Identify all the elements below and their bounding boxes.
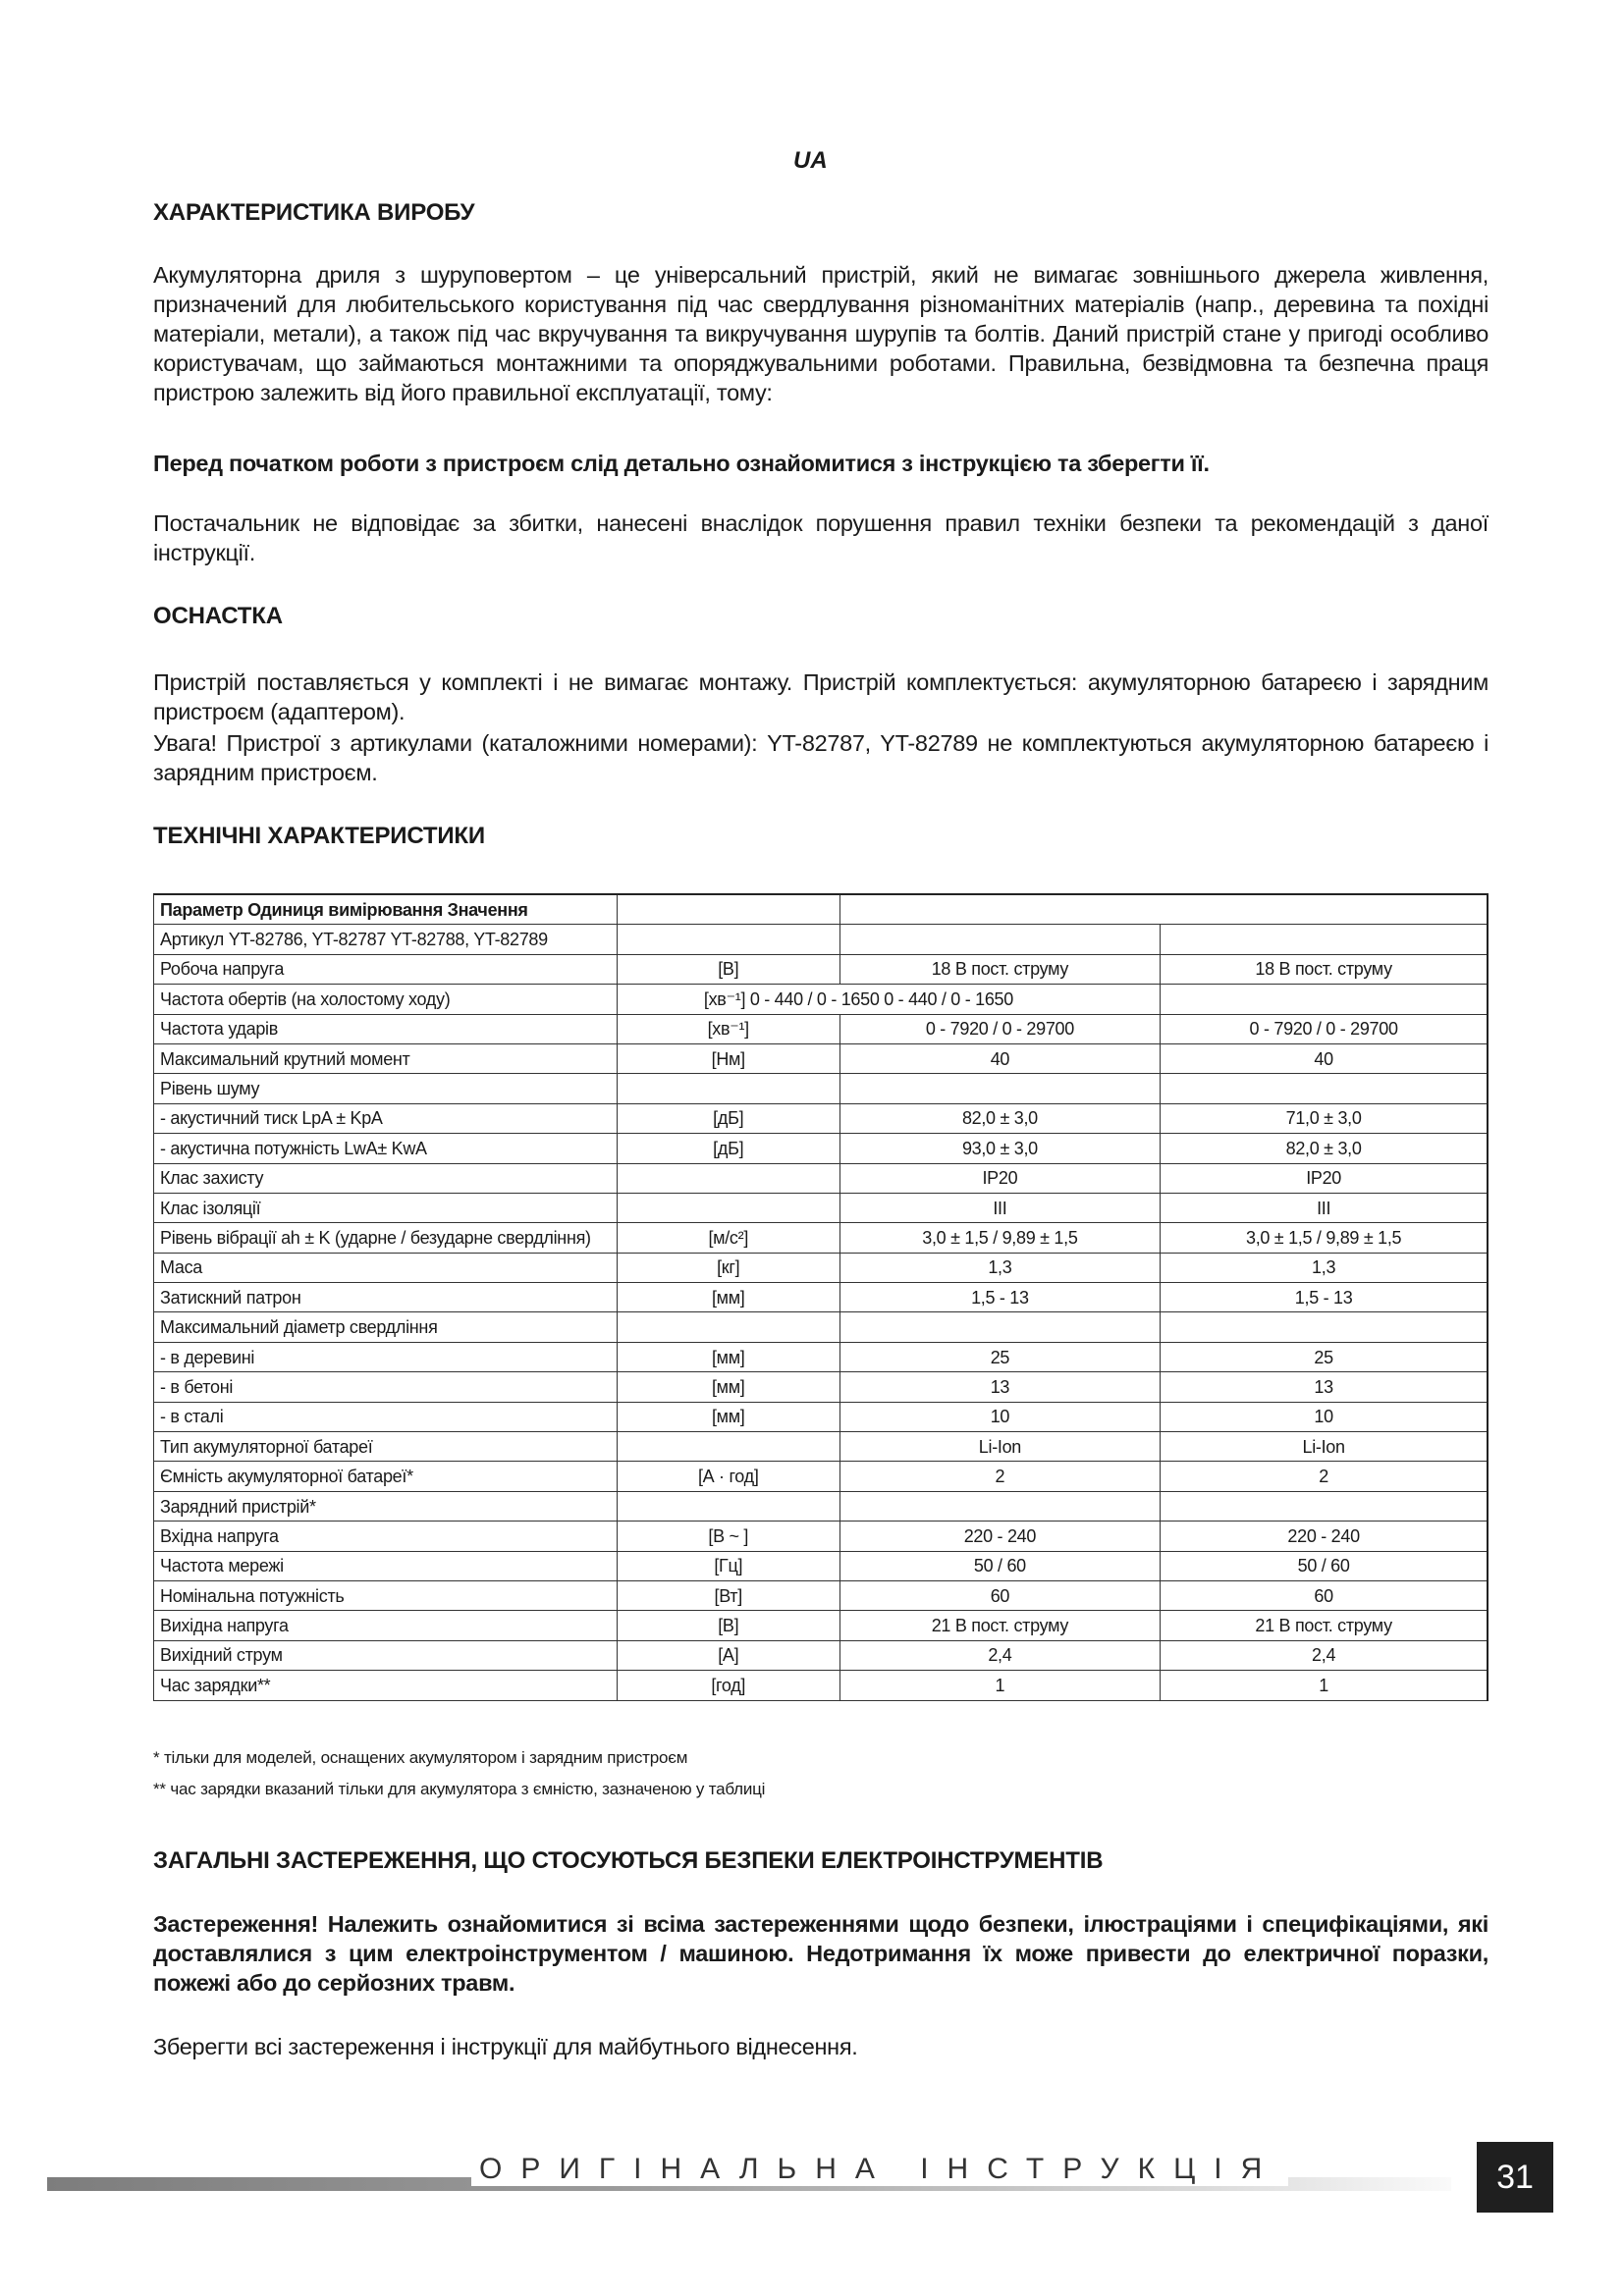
spec-row bbox=[154, 1014, 1489, 1043]
paragraph-read-manual: Перед початком роботи з пристроєм слід детально ознайомитися з інструкцією та зберегти її. bbox=[153, 451, 1210, 476]
spec-article-cell: Артикул YT-82786, YT-82787 YT-82788, YT-82789 bbox=[154, 925, 618, 954]
spec-value-1: 1,3 bbox=[839, 1253, 1161, 1282]
spec-label: Затискний патрон bbox=[154, 1283, 618, 1312]
spec-value-1 bbox=[839, 1491, 1161, 1521]
spec-row-speed bbox=[154, 985, 1489, 1014]
spec-unit bbox=[617, 1312, 839, 1342]
spec-label: Максимальний крутний момент bbox=[154, 1043, 618, 1073]
spec-label: Тип акумуляторної батареї bbox=[154, 1432, 618, 1462]
spec-label: Номінальна потужність bbox=[154, 1580, 618, 1610]
paragraph-warning: Застереження! Належить ознайомитися зі всіма застереженнями щодо безпеки, ілюстраціями і специфікаціями, які доставлялися з цим електроінструментом / машиною. Недотримання їх може привести до електричної поразки, пожежі або до серйозних травм. bbox=[153, 1911, 1489, 1996]
spec-table bbox=[153, 893, 1489, 1701]
spec-label: Час зарядки** bbox=[154, 1671, 618, 1700]
spec-row bbox=[154, 1134, 1489, 1163]
spec-row bbox=[154, 1043, 1489, 1073]
spec-value-1: 60 bbox=[839, 1580, 1161, 1610]
heading-product-characteristics: ХАРАКТЕРИСТИКА ВИРОБУ bbox=[153, 199, 475, 226]
heading-technical-specs: ТЕХНІЧНІ ХАРАКТЕРИСТИКИ bbox=[153, 823, 485, 849]
spec-row bbox=[154, 1342, 1489, 1371]
spec-unit bbox=[617, 1432, 839, 1462]
spec-unit: [мм] bbox=[617, 1402, 839, 1431]
spec-header-row bbox=[154, 894, 1489, 925]
footer-label: ОРИГІНАЛЬНА ІНСТРУКЦІЯ bbox=[471, 2153, 1288, 2186]
language-tag: UA bbox=[793, 147, 828, 174]
spec-value-2: 0 - 7920 / 0 - 29700 bbox=[1161, 1014, 1488, 1043]
spec-value-1: 0 - 7920 / 0 - 29700 bbox=[839, 1014, 1161, 1043]
footnote-1: * тільки для моделей, оснащених акумулятором і зарядним пристроєм bbox=[153, 1748, 688, 1767]
spec-value-2: 71,0 ± 3,0 bbox=[1161, 1103, 1488, 1133]
spec-row bbox=[154, 1103, 1489, 1133]
paragraph-equipment-note: Увага! Пристрої з артикулами (каталожними номерами): YT-82787, YT-82789 не комплектуються акумуляторною батареєю і зарядним пристроєм. bbox=[153, 730, 1489, 785]
spec-value-2 bbox=[1161, 1312, 1488, 1342]
spec-label: - акустичний тиск LpA ± KpA bbox=[154, 1103, 618, 1133]
spec-unit: [Гц] bbox=[617, 1551, 839, 1580]
spec-label: - в бетоні bbox=[154, 1372, 618, 1402]
spec-value-1: 18 В пост. струму bbox=[839, 954, 1161, 984]
spec-label: - акустична потужність LwA± KwA bbox=[154, 1134, 618, 1163]
spec-unit: [Нм] bbox=[617, 1043, 839, 1073]
spec-unit bbox=[617, 1163, 839, 1193]
heading-equipment: ОСНАСТКА bbox=[153, 603, 283, 629]
spec-row bbox=[154, 1283, 1489, 1312]
spec-value-2: 1,3 bbox=[1161, 1253, 1488, 1282]
paragraph-equipment: Пристрій поставляється у комплекті і не вимагає монтажу. Пристрій комплектується: акумуляторною батареєю і зарядним пристроєм (адаптером). bbox=[153, 669, 1489, 724]
paragraph-keep-instructions: Зберегти всі застереження і інструкції для майбутнього віднесення. bbox=[153, 2034, 858, 2059]
spec-label: Рівень вібрації ah ± K (ударне / безударне свердління) bbox=[154, 1223, 618, 1253]
spec-unit bbox=[617, 1193, 839, 1222]
spec-value-2: 21 В пост. струму bbox=[1161, 1611, 1488, 1640]
spec-row bbox=[154, 1432, 1489, 1462]
spec-row bbox=[154, 1522, 1489, 1551]
spec-label: Клас захисту bbox=[154, 1163, 618, 1193]
spec-unit bbox=[617, 1074, 839, 1103]
spec-value-2: 1 bbox=[1161, 1671, 1488, 1700]
spec-value-1: 40 bbox=[839, 1043, 1161, 1073]
spec-label: Рівень шуму bbox=[154, 1074, 618, 1103]
spec-label: Робоча напруга bbox=[154, 954, 618, 984]
heading-general-warnings: ЗАГАЛЬНІ ЗАСТЕРЕЖЕННЯ, ЩО СТОСУЮТЬСЯ БЕЗПЕКИ ЕЛЕКТРОІНСТРУМЕНТІВ bbox=[153, 1847, 1104, 1874]
spec-row bbox=[154, 1580, 1489, 1610]
spec-value-2: 3,0 ± 1,5 / 9,89 ± 1,5 bbox=[1161, 1223, 1488, 1253]
spec-row bbox=[154, 1640, 1489, 1670]
spec-row bbox=[154, 1312, 1489, 1342]
spec-label: - в сталі bbox=[154, 1402, 618, 1431]
page-number: 31 bbox=[1477, 2142, 1553, 2213]
spec-unit bbox=[617, 1491, 839, 1521]
spec-unit: [год] bbox=[617, 1671, 839, 1700]
spec-value-2: 2,4 bbox=[1161, 1640, 1488, 1670]
spec-value-1: 3,0 ± 1,5 / 9,89 ± 1,5 bbox=[839, 1223, 1161, 1253]
spec-value-2 bbox=[1161, 1491, 1488, 1521]
spec-unit: [А] bbox=[617, 1640, 839, 1670]
paragraph-product-description: Акумуляторна дриля з шуруповертом – це універсальний пристрій, який не вимагає зовнішнього джерела живлення, призначений для любительського користування під час свердлування різноманітних матеріалів (напр., деревина та похідні матеріали, метали), а також під час вкручування та викручування шурупів та болтів. Даний пристрій стане у пригоді особливо користувачам, що займаються монтажними та опоряджувальними роботами. Правильна, безвідмовна та безпечна праця пристрою залежить від його правильної експлуатації, тому: bbox=[153, 262, 1489, 405]
spec-value-1: 93,0 ± 3,0 bbox=[839, 1134, 1161, 1163]
spec-value-1: 10 bbox=[839, 1402, 1161, 1431]
spec-row bbox=[154, 1163, 1489, 1193]
spec-value-2: Li-Ion bbox=[1161, 1432, 1488, 1462]
spec-row bbox=[154, 1402, 1489, 1431]
spec-value-1: 82,0 ± 3,0 bbox=[839, 1103, 1161, 1133]
spec-unit: [м/с²] bbox=[617, 1223, 839, 1253]
spec-label: Клас ізоляції bbox=[154, 1193, 618, 1222]
spec-value-2: 18 В пост. струму bbox=[1161, 954, 1488, 984]
spec-row bbox=[154, 1671, 1489, 1700]
spec-row bbox=[154, 1223, 1489, 1253]
spec-label: Маса bbox=[154, 1253, 618, 1282]
spec-unit: [дБ] bbox=[617, 1103, 839, 1133]
spec-value-1: 1 bbox=[839, 1671, 1161, 1700]
footnote-2: ** час зарядки вказаний тільки для акумулятора з ємністю, зазначеною у таблиці bbox=[153, 1780, 766, 1798]
spec-value-2: 40 bbox=[1161, 1043, 1488, 1073]
spec-value-1: Li-Ion bbox=[839, 1432, 1161, 1462]
spec-row bbox=[154, 954, 1489, 984]
spec-value-2 bbox=[1161, 1074, 1488, 1103]
spec-value-1: 220 - 240 bbox=[839, 1522, 1161, 1551]
spec-row bbox=[154, 1551, 1489, 1580]
spec-unit: [дБ] bbox=[617, 1134, 839, 1163]
spec-unit: [А · год] bbox=[617, 1462, 839, 1491]
spec-value-2: 25 bbox=[1161, 1342, 1488, 1371]
spec-unit: [кг] bbox=[617, 1253, 839, 1282]
spec-value-1: 2 bbox=[839, 1462, 1161, 1491]
spec-row bbox=[154, 1372, 1489, 1402]
spec-value-2: IP20 bbox=[1161, 1163, 1488, 1193]
spec-label: Максимальний діаметр свердління bbox=[154, 1312, 618, 1342]
spec-unit: [мм] bbox=[617, 1372, 839, 1402]
spec-unit: [В] bbox=[617, 1611, 839, 1640]
spec-label: Вхідна напруга bbox=[154, 1522, 618, 1551]
spec-unit: [хв⁻¹] bbox=[617, 1014, 839, 1043]
spec-value-1: 21 В пост. струму bbox=[839, 1611, 1161, 1640]
spec-unit: [В ~ ] bbox=[617, 1522, 839, 1551]
paragraph-liability: Постачальник не відповідає за збитки, нанесені внаслідок порушення правил техніки безпеки та рекомендацій з даної інструкції. bbox=[153, 510, 1489, 565]
spec-value-2: 1,5 - 13 bbox=[1161, 1283, 1488, 1312]
spec-label: Вихідна напруга bbox=[154, 1611, 618, 1640]
spec-value-2: III bbox=[1161, 1193, 1488, 1222]
spec-label: - в деревині bbox=[154, 1342, 618, 1371]
spec-row bbox=[154, 1491, 1489, 1521]
spec-label: Частота обертів (на холостому ходу) bbox=[154, 985, 618, 1014]
spec-label: Вихідний струм bbox=[154, 1640, 618, 1670]
spec-value-1: 50 / 60 bbox=[839, 1551, 1161, 1580]
spec-value-1 bbox=[839, 1074, 1161, 1103]
spec-label: Зарядний пристрій* bbox=[154, 1491, 618, 1521]
spec-unit: [мм] bbox=[617, 1342, 839, 1371]
spec-value-1 bbox=[839, 1312, 1161, 1342]
spec-value-1: III bbox=[839, 1193, 1161, 1222]
spec-value-1: 2,4 bbox=[839, 1640, 1161, 1670]
spec-row bbox=[154, 1611, 1489, 1640]
spec-value-1: 13 bbox=[839, 1372, 1161, 1402]
spec-value-2: 13 bbox=[1161, 1372, 1488, 1402]
spec-row bbox=[154, 1193, 1489, 1222]
spec-article-row bbox=[154, 925, 1489, 954]
spec-value-2: 60 bbox=[1161, 1580, 1488, 1610]
spec-unit: [Вт] bbox=[617, 1580, 839, 1610]
spec-speed-value: [хв⁻¹] 0 - 440 / 0 - 1650 0 - 440 / 0 - 1650 bbox=[617, 985, 1160, 1014]
spec-row bbox=[154, 1253, 1489, 1282]
spec-label: Частота ударів bbox=[154, 1014, 618, 1043]
spec-unit: [В] bbox=[617, 954, 839, 984]
spec-value-2: 50 / 60 bbox=[1161, 1551, 1488, 1580]
spec-value-2: 220 - 240 bbox=[1161, 1522, 1488, 1551]
spec-header-cell: Параметр Одиниця вимірювання Значення bbox=[154, 894, 618, 925]
spec-value-1: IP20 bbox=[839, 1163, 1161, 1193]
spec-label: Ємність акумуляторної батареї* bbox=[154, 1462, 618, 1491]
spec-value-1: 1,5 - 13 bbox=[839, 1283, 1161, 1312]
spec-value-2: 10 bbox=[1161, 1402, 1488, 1431]
spec-row bbox=[154, 1462, 1489, 1491]
spec-row bbox=[154, 1074, 1489, 1103]
spec-value-2: 82,0 ± 3,0 bbox=[1161, 1134, 1488, 1163]
spec-unit: [мм] bbox=[617, 1283, 839, 1312]
spec-value-2: 2 bbox=[1161, 1462, 1488, 1491]
spec-value-2 bbox=[1161, 985, 1488, 1014]
spec-value-1: 25 bbox=[839, 1342, 1161, 1371]
spec-label: Частота мережі bbox=[154, 1551, 618, 1580]
